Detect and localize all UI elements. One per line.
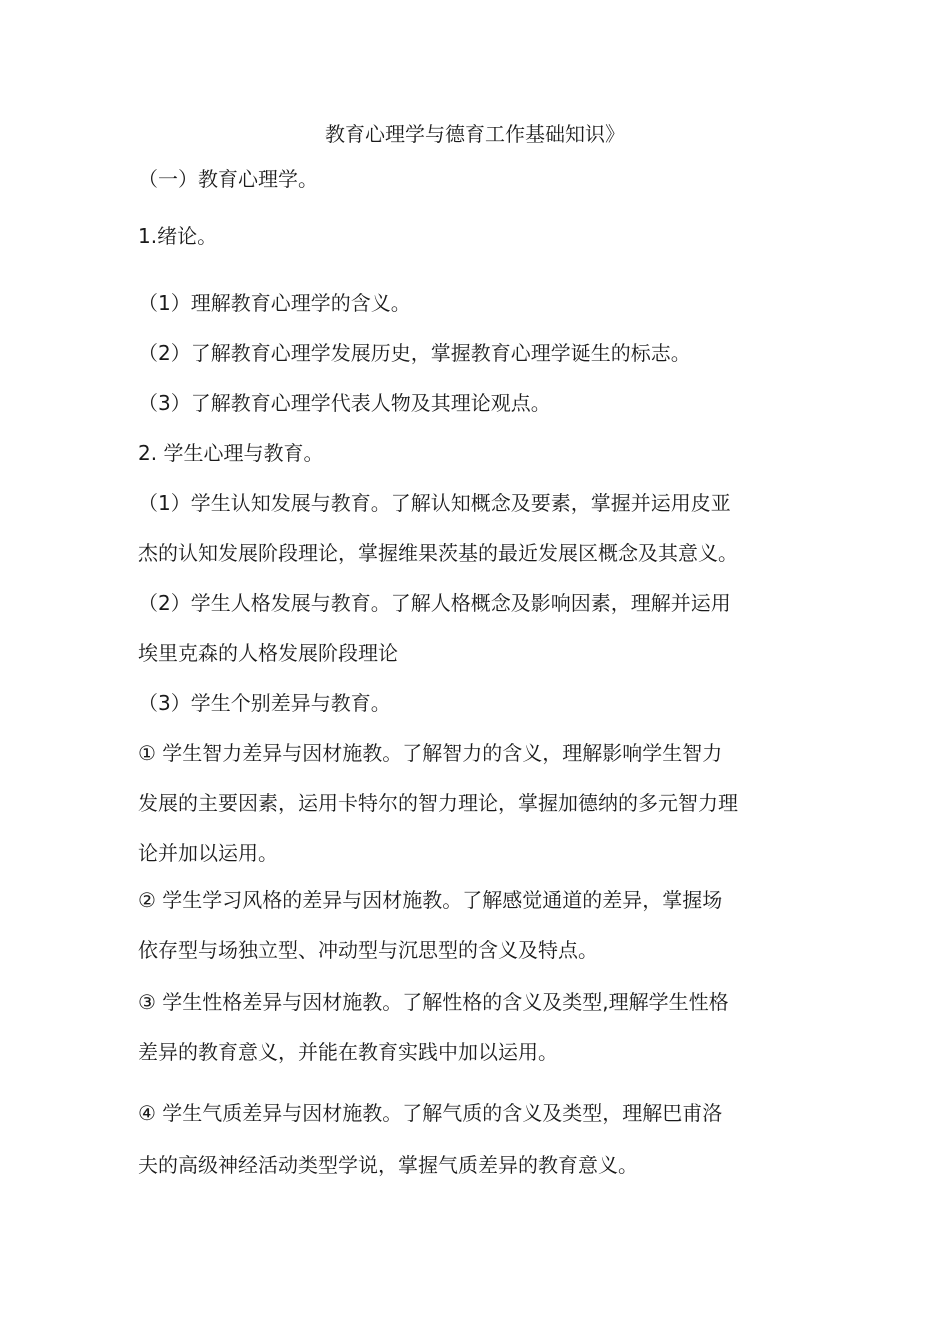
list-item: （1）理解教育心理学的含义。 — [138, 291, 411, 315]
list-item-continuation: 埃里克森的人格发展阶段理论 — [138, 641, 398, 665]
numbered-item: ④ 学生气质差异与因材施教。了解气质的含义及类型，理解巴甫洛 — [138, 1101, 723, 1125]
list-item: （3）了解教育心理学代表人物及其理论观点。 — [138, 391, 551, 415]
list-item-continuation: 杰的认知发展阶段理论，掌握维果茨基的最近发展区概念及其意义。 — [138, 541, 738, 565]
numbered-item: ② 学生学习风格的差异与因材施教。了解感觉通道的差异，掌握场 — [138, 888, 723, 912]
section-heading: （一）教育心理学。 — [138, 167, 318, 191]
numbered-item-continuation: 差异的教育意义，并能在教育实践中加以运用。 — [138, 1040, 558, 1064]
document-title: 教育心理学与德育工作基础知识》 — [325, 122, 625, 146]
numbered-item-continuation: 夫的高级神经活动类型学说，掌握气质差异的教育意义。 — [138, 1153, 638, 1177]
list-item: （3）学生个别差异与教育。 — [138, 691, 391, 715]
subsection-heading: 2. 学生心理与教育。 — [138, 441, 324, 465]
numbered-item-continuation: 发展的主要因素，运用卡特尔的智力理论，掌握加德纳的多元智力理 — [138, 791, 738, 815]
list-item: （2）了解教育心理学发展历史，掌握教育心理学诞生的标志。 — [138, 341, 691, 365]
list-item: （2）学生人格发展与教育。了解人格概念及影响因素，理解并运用 — [138, 591, 731, 615]
list-item: （1）学生认知发展与教育。了解认知概念及要素，掌握并运用皮亚 — [138, 491, 731, 515]
subsection-heading: 1.绪论。 — [138, 224, 218, 248]
numbered-item: ① 学生智力差异与因材施教。了解智力的含义，理解影响学生智力 — [138, 741, 723, 765]
numbered-item: ③ 学生性格差异与因材施教。了解性格的含义及类型,理解学生性格 — [138, 990, 729, 1014]
numbered-item-continuation: 论并加以运用。 — [138, 841, 278, 865]
numbered-item-continuation: 依存型与场独立型、冲动型与沉思型的含义及特点。 — [138, 938, 598, 962]
